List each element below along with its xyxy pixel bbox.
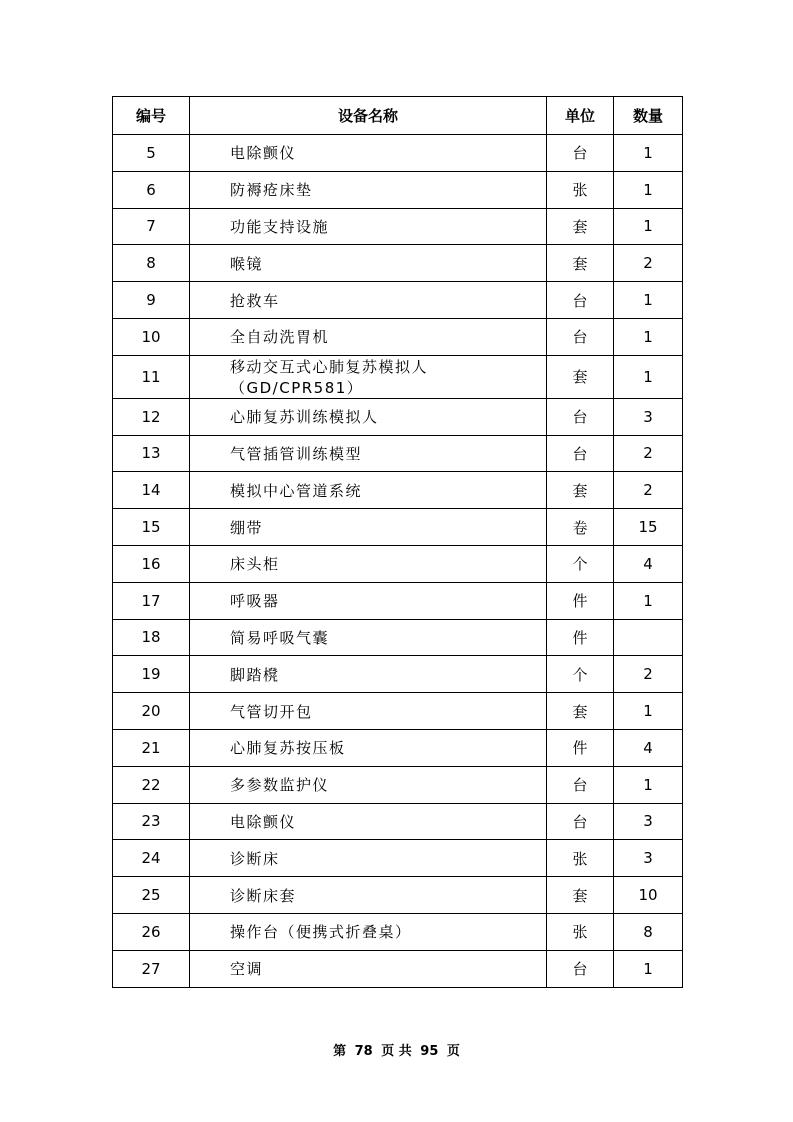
row-qty: 1 [614,282,683,319]
row-name: 抢救车 [190,282,547,319]
table-row [113,840,683,877]
row-qty: 1 [614,135,683,172]
row-no: 24 [113,840,190,877]
row-name: 床头柜 [190,545,547,582]
row-qty: 2 [614,472,683,509]
row-qty: 4 [614,545,683,582]
table-row [113,245,683,282]
footer-current-page: 78 [354,1044,373,1059]
row-qty: 1 [614,208,683,245]
row-no: 22 [113,766,190,803]
row-qty: 2 [614,656,683,693]
row-qty: 1 [614,950,683,987]
table-row [113,282,683,319]
row-name: 多参数监护仪 [190,766,547,803]
row-qty: 3 [614,840,683,877]
row-unit: 台 [547,282,614,319]
row-qty: 1 [614,318,683,355]
row-unit: 套 [547,472,614,509]
row-unit: 张 [547,913,614,950]
page-footer [0,1040,793,1059]
table-row [113,693,683,730]
row-no: 10 [113,318,190,355]
row-no: 13 [113,435,190,472]
table-row [113,135,683,172]
row-no: 21 [113,729,190,766]
row-no: 19 [113,656,190,693]
row-name: 心肺复苏训练模拟人 [190,398,547,435]
row-unit: 个 [547,545,614,582]
row-no: 7 [113,208,190,245]
row-no: 25 [113,877,190,914]
row-no: 17 [113,582,190,619]
row-unit: 卷 [547,509,614,546]
row-qty: 3 [614,803,683,840]
row-unit: 件 [547,729,614,766]
row-name: 简易呼吸气囊 [190,619,547,656]
row-unit: 张 [547,171,614,208]
row-qty: 2 [614,245,683,282]
row-name: 呼吸器 [190,582,547,619]
row-unit: 台 [547,135,614,172]
table-row [113,877,683,914]
row-qty: 1 [614,355,683,398]
row-qty: 10 [614,877,683,914]
row-qty: 1 [614,693,683,730]
row-unit: 台 [547,435,614,472]
row-no: 5 [113,135,190,172]
row-no: 15 [113,509,190,546]
table-row [113,619,683,656]
row-qty: 1 [614,171,683,208]
row-no: 9 [113,282,190,319]
row-no: 26 [113,913,190,950]
row-unit: 套 [547,877,614,914]
row-name: 空调 [190,950,547,987]
table-row [113,582,683,619]
table-row [113,766,683,803]
row-qty: 3 [614,398,683,435]
row-name: 电除颤仪 [190,803,547,840]
table-row [113,913,683,950]
row-unit: 台 [547,766,614,803]
table-row [113,545,683,582]
row-name: 气管插管训练模型 [190,435,547,472]
row-no: 11 [113,355,190,398]
row-name: 全自动洗胃机 [190,318,547,355]
table-row [113,656,683,693]
row-name: 操作台（便携式折叠桌） [190,913,547,950]
row-name: 气管切开包 [190,693,547,730]
row-no: 16 [113,545,190,582]
row-no: 23 [113,803,190,840]
row-name: 电除颤仪 [190,135,547,172]
row-unit: 套 [547,245,614,282]
table-row [113,950,683,987]
footer-total-pages: 95 [420,1044,439,1059]
row-name: 模拟中心管道系统 [190,472,547,509]
table-row [113,208,683,245]
header-unit: 单位 [547,97,614,135]
row-unit: 套 [547,208,614,245]
row-name: 喉镜 [190,245,547,282]
row-name: 诊断床套 [190,877,547,914]
row-unit: 套 [547,355,614,398]
row-unit: 台 [547,398,614,435]
row-name: 绷带 [190,509,547,546]
footer-mid: 页 共 [381,1044,412,1059]
row-no: 27 [113,950,190,987]
row-no: 8 [113,245,190,282]
row-name: 功能支持设施 [190,208,547,245]
row-no: 6 [113,171,190,208]
table-row [113,398,683,435]
row-name: 心肺复苏按压板 [190,729,547,766]
row-no: 20 [113,693,190,730]
row-qty: 15 [614,509,683,546]
table-row [113,355,683,398]
row-name: 防褥疮床垫 [190,171,547,208]
row-no: 14 [113,472,190,509]
row-unit: 个 [547,656,614,693]
header-no: 编号 [113,97,190,135]
table-header-row [113,97,683,135]
row-no: 18 [113,619,190,656]
row-qty [614,619,683,656]
row-unit: 台 [547,318,614,355]
table-row [113,472,683,509]
table-row [113,435,683,472]
row-qty: 4 [614,729,683,766]
table-row [113,318,683,355]
row-qty: 1 [614,582,683,619]
table-row [113,509,683,546]
row-no: 12 [113,398,190,435]
row-unit: 台 [547,950,614,987]
row-qty: 2 [614,435,683,472]
row-qty: 1 [614,766,683,803]
row-name: 移动交互式心肺复苏模拟人（GD/CPR581） [190,355,547,398]
equipment-table [112,96,683,988]
table-row [113,729,683,766]
row-unit: 件 [547,619,614,656]
footer-suffix: 页 [446,1044,460,1059]
row-name: 诊断床 [190,840,547,877]
row-name: 脚踏櫈 [190,656,547,693]
table-row [113,171,683,208]
table-row [113,803,683,840]
header-name: 设备名称 [190,97,547,135]
footer-prefix: 第 [333,1044,347,1059]
row-unit: 张 [547,840,614,877]
row-unit: 套 [547,693,614,730]
row-unit: 件 [547,582,614,619]
row-qty: 8 [614,913,683,950]
header-qty: 数量 [614,97,683,135]
row-unit: 台 [547,803,614,840]
